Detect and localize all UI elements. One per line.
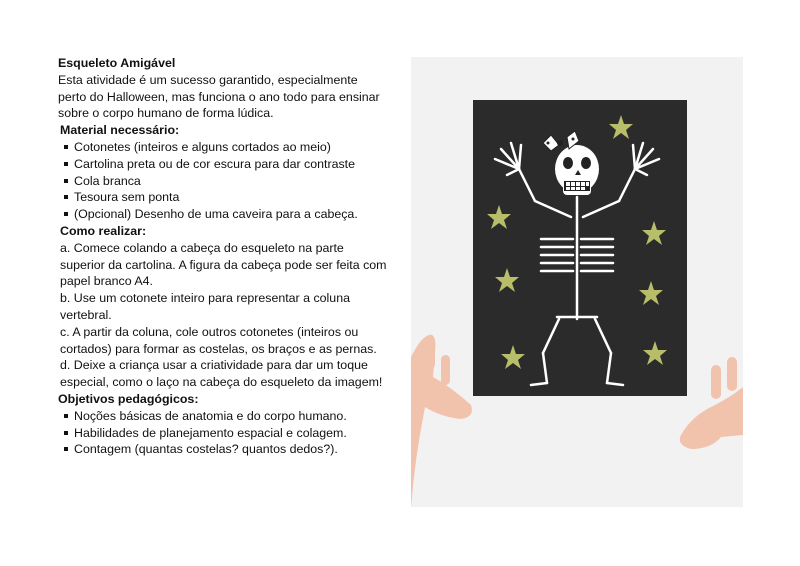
materials-heading: Material necessário: — [60, 123, 180, 138]
objectives-item: Contagem (quantas costelas? quantos dedos?). — [62, 441, 388, 458]
howto-step: d. Deixe a criança usar a criatividade para dar um toque especial, como o laço na cabeça do esqueleto da imagem! — [60, 358, 383, 390]
materials-list — [58, 139, 388, 223]
objectives-heading: Objetivos pedagógicos: — [58, 391, 199, 406]
intro-paragraph: Esta atividade é um sucesso garantido, especialmente perto do Halloween, mas funciona o ano todo para ensinar sobre o corpo humano de forma lúdica. — [58, 72, 380, 121]
right-hand — [680, 387, 743, 449]
skeleton-illustration — [411, 57, 743, 507]
activity-text — [58, 55, 388, 458]
howto-step: a. Comece colando a cabeça do esqueleto na parte superior da cartolina. A figura da cabeça pode ser feita com papel branco A4. — [60, 240, 387, 289]
objectives-item: Noções básicas de anatomia e do corpo humano. — [62, 408, 388, 425]
howto-step: b. Use um cotonete inteiro para representar a coluna vertebral. — [60, 291, 350, 322]
objectives-item: Habilidades de planejamento espacial e colagem. — [62, 425, 388, 442]
materials-item: (Opcional) Desenho de uma caveira para a cabeça. — [62, 206, 388, 223]
howto-heading: Como realizar: — [60, 223, 147, 238]
activity-title: Esqueleto Amigável — [58, 56, 176, 70]
materials-item: Cotonetes (inteiros e alguns cortados ao meio) — [62, 139, 388, 156]
materials-item: Tesoura sem ponta — [62, 189, 388, 206]
howto-step: c. A partir da coluna, cole outros cotonetes (inteiros ou cortados) para formar as costelas, os braços e as pernas. — [60, 324, 377, 356]
materials-item: Cola branca — [62, 173, 388, 190]
objectives-list — [58, 408, 388, 458]
materials-item: Cartolina preta ou de cor escura para dar contraste — [62, 156, 388, 173]
skeleton-craft-photo — [411, 57, 743, 507]
